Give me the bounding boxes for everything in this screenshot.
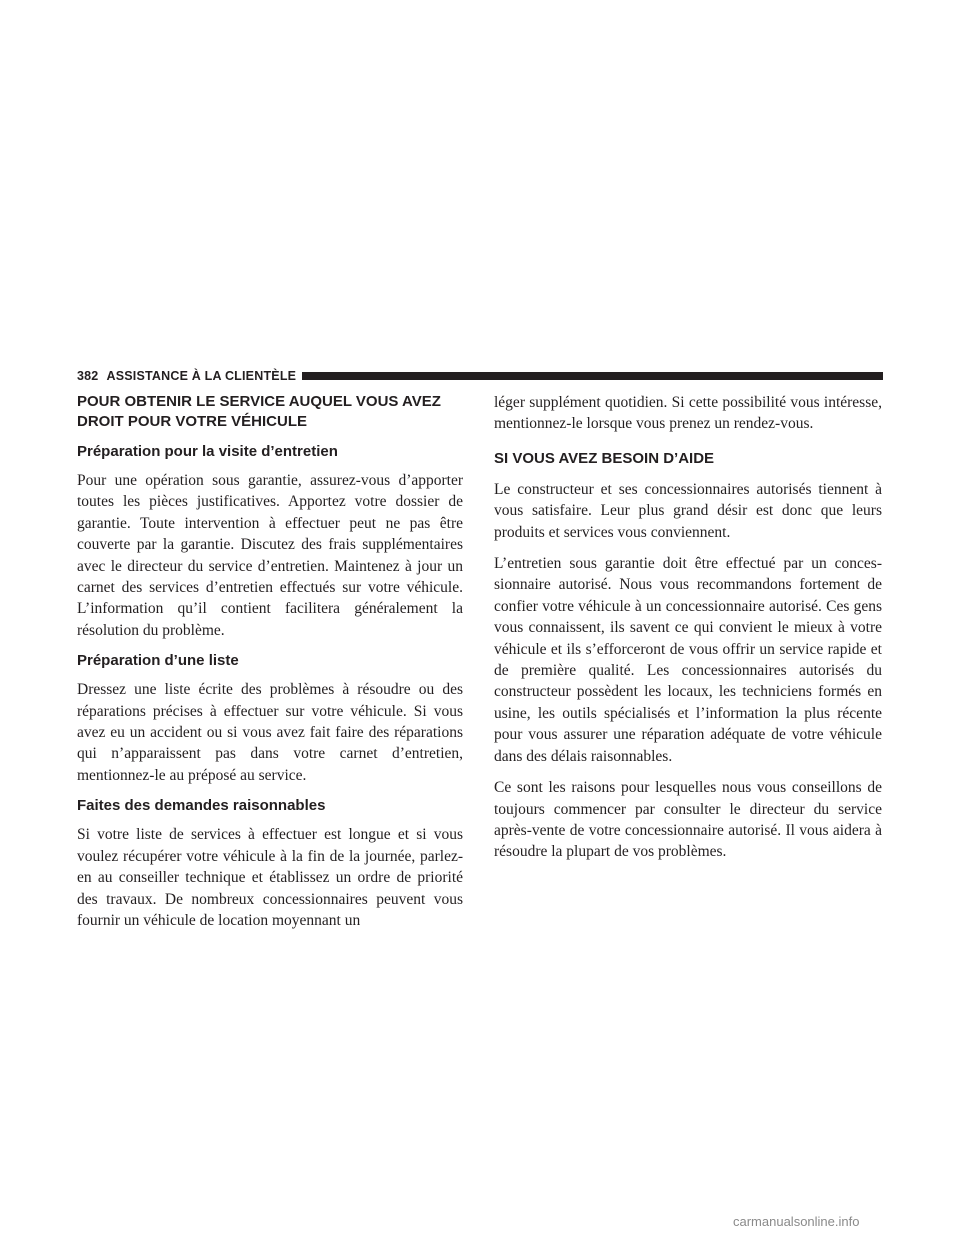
paragraph-visit-prep: Pour une opération sous garantie, assurez-vous d’apporter toutes les pièces justificatives. Apportez votre dossier de garantie. Toute intervention à effectuer peut ne pas être couverte par la garantie. Discutez des frais supplémentaires avec le directeur du service d’entretien. Maintenez à jour un carnet des services d’entretien effectués sur votre véhicule. L’information qu’il contient facilitera généralement la résolution du problème. (77, 472, 463, 639)
header-rule (302, 372, 883, 380)
left-column (77, 392, 463, 941)
subheading-visit-prep: Préparation pour la visite d’entretien (77, 443, 338, 460)
watermark-text: carmanualsonline.info (733, 1214, 860, 1229)
page-number: 382 (77, 369, 99, 383)
paragraph-help-1: Le constructeur et ses concessionnaires autorisés tiennent à vous satisfaire. Leur plus grand désir est donc que leurs produits et services vous conviennent. (494, 480, 882, 541)
subheading-reasonable-requests: Faites des demandes raisonnables (77, 797, 326, 815)
paragraph-list-prep: Dressez une liste écrite des problèmes à résoudre ou des réparations précises à effectuer sur votre véhicule. Si vous avez eu un accident ou si vous avez fait faire des réparations qui n’apparaissent pas dans votre carnet d’entretien, mentionnez-le au préposé au service. (77, 681, 463, 784)
paragraph-help-3: Ce sont les raisons pour lesquelles nous vous conseillons de toujours commencer par consulter le directeur du service après-vente de votre concessionnaire autorisé. Il vous aidera à résoudre la plupart de vos problèmes. (494, 779, 882, 861)
subheading-list-prep: Préparation d’une liste (77, 652, 239, 670)
right-column (494, 392, 882, 873)
running-section-title: ASSISTANCE À LA CLIENTÈLE (106, 369, 297, 383)
section-heading-service: POUR OBTENIR LE SERVICE AUQUEL VOUS AVEZ DROIT POUR VOTRE VÉHICULE (77, 393, 441, 430)
paragraph-continuation: léger supplément quotidien. Si cette possibilité vous intéresse, mentionnez-le lorsque vous prenez un rendez-vous. (494, 394, 882, 433)
section-heading-help: SI VOUS AVEZ BESOIN D’AIDE (494, 449, 715, 467)
paragraph-help-2: L’entretien sous garantie doit être effectué par un concessionnaire autorisé. Nous vous recommandons fortement de confier votre véhicule à un concessionnaire autorisé. Ces gens vous connaissent, ils savent ce qui convient le mieux à votre véhicule et ils s’efforceront de vous offrir un service rapide et de première qualité. Les concessionnaires autorisés du constructeur possèdent les locaux, les techniciens formés en usine, les outils spécialisés et l’information la plus récente pour vous assurer une réparation adéquate de votre véhicule dans des délais raisonnables. (494, 555, 882, 765)
page-header (77, 364, 883, 388)
paragraph-reasonable-requests: Si votre liste de services à effectuer est longue et si vous voulez récupérer votre véhicule à la fin de la journée, parlez-en au conseiller technique et établissez un ordre de priorité des travaux. De nombreux concessionnaires peuvent vous fournir un véhicule de location moyennant un (77, 826, 463, 929)
